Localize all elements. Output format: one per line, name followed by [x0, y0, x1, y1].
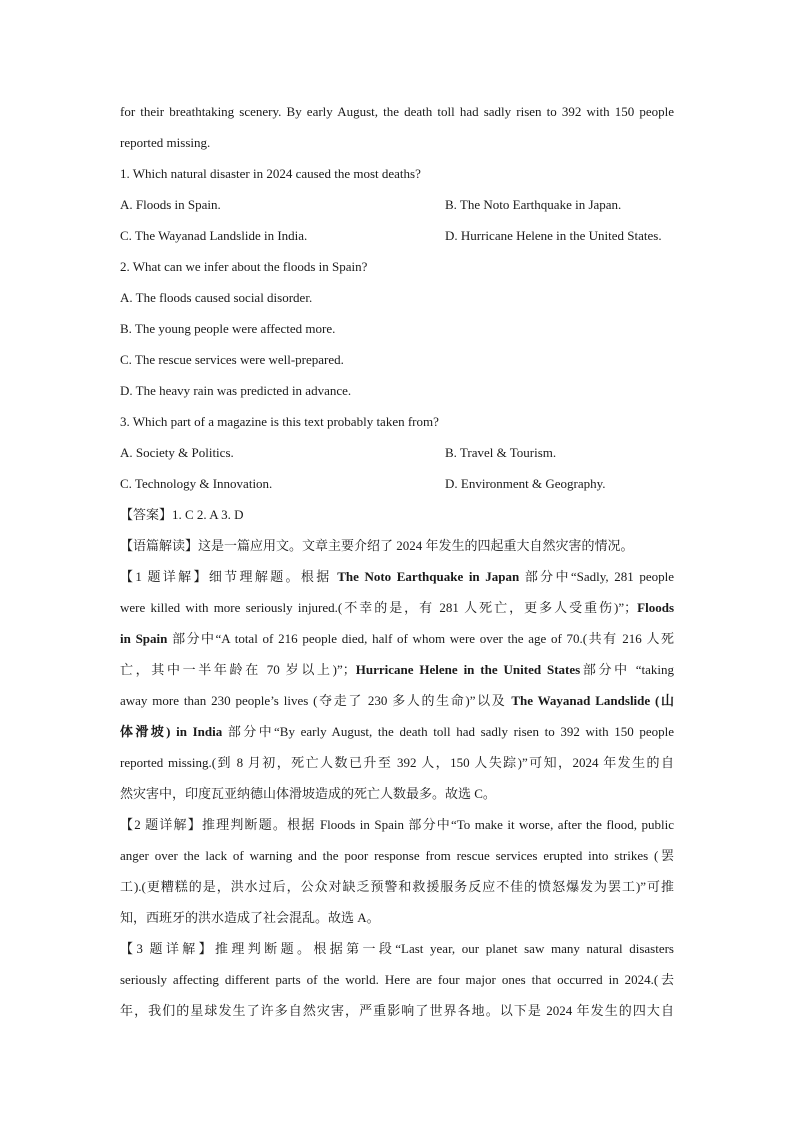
analysis-line: [120, 534, 674, 565]
analysis-text: 这是一篇应用文。文章主要介绍了 2024 年发生的四起重大自然灾害的情况。: [198, 538, 634, 553]
option-c: C. Technology & Innovation.: [120, 476, 273, 491]
section-name: 体滑坡) in India: [120, 724, 223, 739]
detail-text: 推理判断题。根据第一段“Last year, our planet saw many natural disasters: [215, 941, 674, 956]
question-1-options-row: [120, 193, 674, 224]
detail-text: 细节理解题。根据: [208, 569, 338, 584]
option-a: A. The floods caused social disorder.: [120, 290, 313, 305]
passage-line: for their breathtaking scenery. By early August, the death toll had sadly risen to 392 with 150 people: [120, 104, 674, 119]
answer-text: 1. C 2. A 3. D: [172, 507, 244, 522]
question-3-options-row: [120, 472, 674, 503]
section-name: The Noto Earthquake in Japan: [337, 569, 520, 584]
detail-2-line: 工).(更糟糕的是，洪水过后，公众对缺乏预警和救援服务反应不佳的愤怒爆发为罢工)”可推: [120, 879, 674, 894]
detail-2-line: anger over the lack of warning and the poor response from rescue services erupted into strikes (罢: [120, 848, 674, 863]
option-d: D. Environment & Geography.: [445, 476, 606, 491]
detail-1-line: reported missing.(到 8 月初，死亡人数已升至 392 人，150 人失踪)”可知，2024 年发生的自: [120, 755, 674, 770]
detail-3-line: seriously affecting different parts of the world. Here are four major ones that occurred in 2024.(去: [120, 972, 674, 987]
detail-text: 部分中“A total of 216 people died, half of whom were over the age of 70.(共有 216 人死: [167, 631, 674, 646]
answer-tag: 【答案】: [120, 507, 173, 522]
option-b: B. Travel & Tourism.: [445, 445, 557, 460]
detail-text: 亡，其中一半年龄在 70 岁以上)”；: [120, 662, 356, 677]
detail-1-line: [120, 658, 674, 689]
option-a: A. Society & Politics.: [120, 445, 234, 460]
detail-1-line: [120, 565, 674, 596]
question-1-stem: 1. Which natural disaster in 2024 caused the most deaths?: [120, 166, 421, 181]
detail-3-line: 年，我们的星球发生了许多自然灾害，严重影响了世界各地。以下是 2024 年发生的四大自: [120, 1003, 674, 1018]
answer-line: [120, 503, 674, 534]
option-c: C. The rescue services were well-prepared.: [120, 352, 344, 367]
detail-1-line: 然灾害中，印度瓦亚纳德山体滑坡造成的死亡人数最多。故选 C。: [120, 786, 496, 801]
detail-text: were killed with more seriously injured.(不幸的是，有 281 人死亡，更多人受重伤)”；: [120, 600, 638, 615]
option-d: D. The heavy rain was predicted in advance.: [120, 383, 352, 398]
question-1-options-row: [120, 224, 674, 255]
detail-text: 部分中“Sadly, 281 people: [519, 569, 674, 584]
analysis-tag: 【语篇解读】: [120, 538, 199, 553]
detail-1-line: [120, 720, 674, 751]
detail-2-tag: 【2 题详解】: [120, 817, 202, 832]
option-b: B. The young people were affected more.: [120, 321, 336, 336]
section-name: in Spain: [120, 631, 168, 646]
question-2-stem: 2. What can we infer about the floods in Spain?: [120, 259, 368, 274]
detail-text: away more than 230 people’s lives (夺走了 230 多人的生命)”以及: [120, 693, 512, 708]
detail-3-tag: 【3 题详解】: [120, 941, 216, 956]
section-name: Hurricane Helene in the United States: [355, 662, 581, 677]
passage-line: reported missing.: [120, 135, 211, 150]
option-d: D. Hurricane Helene in the United States.: [445, 228, 662, 243]
detail-1-line: [120, 596, 674, 627]
detail-1-tag: 【1 题详解】: [120, 569, 209, 584]
option-a: A. Floods in Spain.: [120, 197, 221, 212]
section-name: Floods: [637, 600, 674, 615]
option-b: B. The Noto Earthquake in Japan.: [445, 197, 622, 212]
detail-text: 推理判断题。根据 Floods in Spain 部分中“To make it worse, after the flood, public: [201, 817, 674, 832]
detail-3-line: [120, 937, 674, 968]
detail-text: 部分中 “taking: [580, 662, 674, 677]
detail-text: 部分中“By early August, the death toll had sadly risen to 392 with 150 people: [222, 724, 674, 739]
question-3-options-row: [120, 441, 674, 472]
document-page: [120, 100, 674, 1030]
detail-1-line: [120, 689, 674, 720]
question-3-stem: 3. Which part of a magazine is this text probably taken from?: [120, 414, 439, 429]
detail-2-line: 知，西班牙的洪水造成了社会混乱。故选 A。: [120, 910, 380, 925]
detail-1-line: [120, 627, 674, 658]
option-c: C. The Wayanad Landslide in India.: [120, 228, 308, 243]
detail-2-line: [120, 813, 674, 844]
section-name: The Wayanad Landslide (山: [511, 693, 674, 708]
